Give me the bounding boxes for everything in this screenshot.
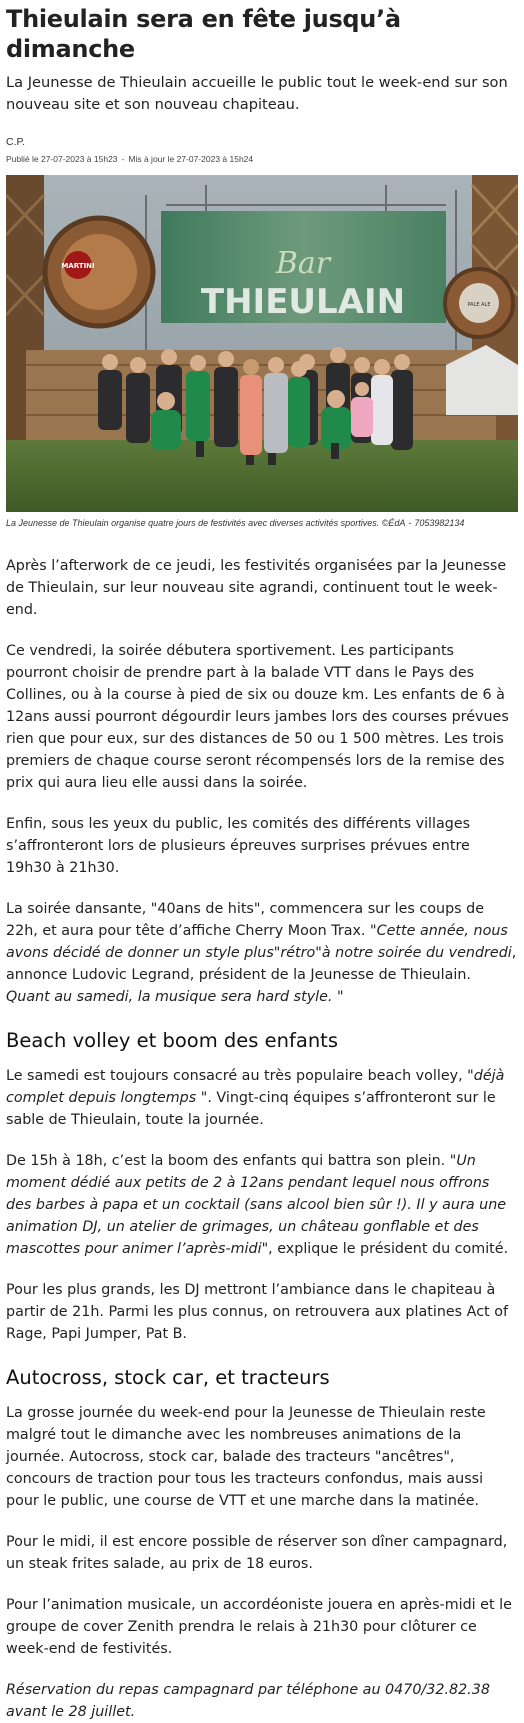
paragraph-4-text-b: , annonce Ludovic Legrand, président de la Jeunesse de Thieulain. [6, 945, 517, 983]
paragraph-1: Après l’afterwork de ce jeudi, les festivités organisées par la Jeunesse de Thieulain, sur leur nouveau site agrandi, continuent tout le week-end. [6, 558, 507, 618]
subheading-beach-volley: Beach volley et boom des enfants [6, 1029, 338, 1052]
paragraph-4-quote-1: Cette année, nous avons décidé de donner un style plus"rétro"à notre soirée du vendredi [6, 923, 512, 961]
banner-sign: Bar [275, 246, 331, 281]
paragraph-5-text-a: Le samedi est toujours consacré au très populaire beach volley, " [6, 1068, 474, 1084]
paragraph-6 [6, 1150, 518, 1260]
paragraph-10: Pour l’animation musicale, un accordéoniste jouera en après-midi et le groupe de cover Zenith prendra le relais à 21h30 pour clôturer ce week-end de festivités. [6, 1597, 512, 1657]
paragraph-7: Pour les plus grands, les DJ mettront l’ambiance dans le chapiteau à partir de 21h. Parmi les plus connus, on retrouvera aux platines Act of Rage, Papi Jumper, Pat B. [6, 1282, 508, 1342]
paragraph-8: La grosse journée du week-end pour la Jeunesse de Thieulain reste malgré tout le dimanche avec les nombreuses animations de la journée. Autocross, stock car, balade des tracteurs "ancêtres", concours de traction pour tous les tracteurs confondus, mais aussi pour le public, une course de VTT et une marche dans la matinée. [6, 1405, 486, 1509]
barrel-left-label: MARTINI [61, 262, 95, 270]
caption-text: La Jeunesse de Thieulain organise quatre jours de festivités avec diverses activités sportives. [6, 518, 380, 528]
article-title: Thieulain sera en fête jusqu’à dimanche [6, 5, 401, 63]
paragraph-4-text-a: La soirée dansante, "40ans de hits", commencera sur les coups de 22h, et aura pour tête d’affiche Cherry Moon Trax. " [6, 901, 485, 939]
updated-date: Mis à jour le 27-07-2023 à 15h24 [128, 154, 254, 164]
photo-id: 7053982134 [414, 518, 465, 528]
paragraph-5-quote: déjà complet depuis longtemps [6, 1068, 505, 1106]
reservation-note: Réservation du repas campagnard par téléphone au 0470/32.82.38 avant le 28 juillet. [6, 1682, 490, 1720]
paragraph-9: Pour le midi, il est encore possible de réserver son dîner campagnard, un steak frites salade, au prix de 18 euros. [6, 1534, 508, 1572]
paragraph-5-text-b: ". Vingt-cinq équipes s’affronteront sur le sable de Thieulain, toute la journée. [6, 1090, 496, 1128]
date-separator: - [121, 154, 125, 164]
paragraph-4 [6, 898, 518, 1008]
photo-credit: ©ÉdA [381, 518, 406, 528]
credit-separator: - [408, 518, 412, 528]
paragraph-3: Enfin, sous les yeux du public, les comités des différents villages s’affronteront lors de plusieurs épreuves surprises prévues entre 19h30 à 21h30. [6, 816, 471, 876]
photo-illustration [6, 175, 518, 512]
article-photo[interactable] [6, 175, 518, 512]
paragraph-11 [6, 1679, 518, 1723]
subheading-autocross: Autocross, stock car, et tracteurs [6, 1366, 330, 1389]
article-lead: La Jeunesse de Thieulain accueille le public tout le week-end sur son nouveau site et son nouveau chapiteau. [6, 74, 508, 113]
grass [6, 440, 518, 512]
published-date: Publié le 27-07-2023 à 15h23 [6, 154, 118, 164]
paragraph-6-text-b: ", explique le président du comité. [261, 1241, 509, 1257]
paragraph-6-quote: Un moment dédié aux petits de 2 à 12ans pendant lequel nous offrons des barbes à papa et un cocktail (sans alcool bien sûr !). Il y aura une animation DJ, un atelier de grimages, un château gonflable et des mascottes pour animer l’après-midi [6, 1153, 507, 1257]
author[interactable]: C.P. [6, 136, 26, 148]
barrel-right-label: PALE ALE [467, 302, 491, 308]
photo-caption [6, 517, 518, 529]
paragraph-6-text-a: De 15h à 18h, c’est la boom des enfants qui battra son plein. " [6, 1153, 457, 1169]
paragraph-4-quote-2: Quant au samedi, la musique sera hard style. [6, 989, 333, 1005]
paragraph-2: Ce vendredi, la soirée débutera sportivement. Les participants pourront choisir de prendre part à la balade VTT dans le Pays des Collines, ou à la course à pied de six ou douze km. Les enfants de 6 à 12ans aussi pourront dégourdir leurs jambes lors des courses prévues rien que pour eux, sur des distances de 50 ou 1 500 mètres. Les trois premiers de chaque course seront récompensés lors de la remise des prix qui aura lieu elle aussi dans la soirée. [6, 643, 509, 791]
paragraph-4-text-c: " [332, 989, 344, 1005]
banner-text: THIEULAIN [200, 282, 406, 322]
paragraph-5 [6, 1065, 518, 1131]
publication-dates [6, 154, 518, 164]
